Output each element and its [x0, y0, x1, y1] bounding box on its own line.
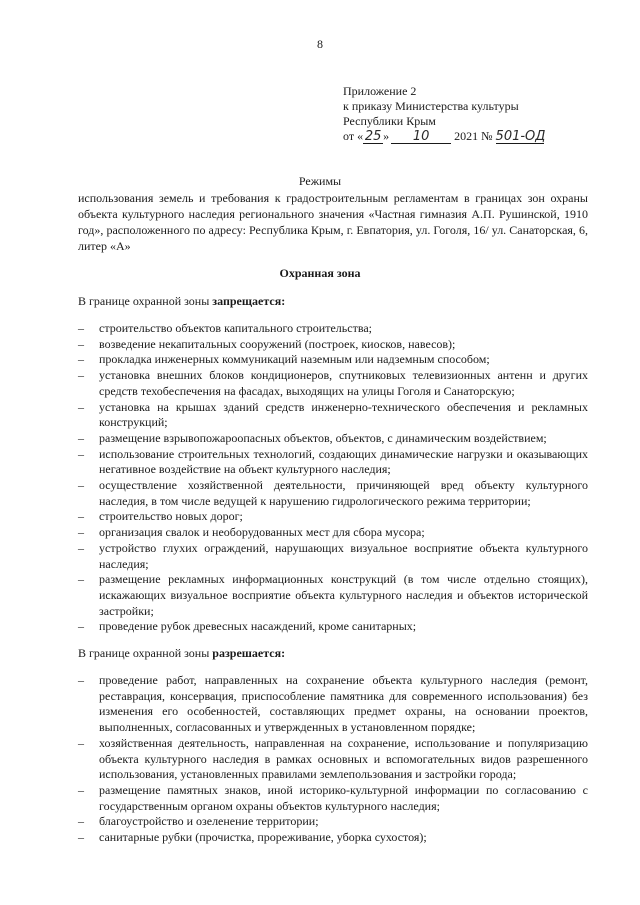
appendix-order-line: к приказу Министерства культуры [343, 99, 519, 113]
list-item: – возведение некапитальных сооружений (построек, киосков, навесов); [78, 337, 588, 353]
permitted-list [78, 673, 588, 846]
order-number: 501-ОД [495, 129, 546, 144]
document-title: Режимы [298, 174, 342, 188]
list-item: – установка внешних блоков кондиционеров, спутниковых телевизионных антенн и других средств техобеспечения на фасадах, выходящих на улицы Гоголя и Санаторскую; [78, 368, 588, 399]
list-item: – осуществление хозяйственной деятельности, причиняющей вред объекту культурного наследия, в том числе ведущей к нарушению гидрологического режима территории; [78, 478, 588, 509]
appendix-republic-line: Республики Крым [343, 114, 436, 128]
date-day: 25 [364, 129, 382, 144]
date-prefix: от « [343, 129, 364, 143]
list-item: – строительство объектов капитального строительства; [78, 321, 588, 337]
document-subtitle: использования земель и требования к градостроительным регламентам в границах зон охраны объекта культурного наследия регионального значения «Частная гимназия А.П. Рушинской, 1910 год», расположенного по адресу: Республика Крым, г. Евпатория, ул. Гоголя, 16/ ул. Санаторская, 6, литер «А» [78, 191, 588, 253]
list-item: – проведение рубок древесных насаждений, кроме санитарных; [78, 619, 588, 635]
appendix-block [343, 84, 583, 146]
list-item: – строительство новых дорог; [78, 509, 588, 525]
date-year: 2021 № [454, 129, 493, 143]
list-item: – размещение взрывопожароопасных объектов, объектов, с динамическим воздействием; [78, 431, 588, 447]
list-item: – устройство глухих ограждений, нарушающих визуальное восприятие объекта культурного наследия; [78, 541, 588, 572]
list-item: – хозяйственная деятельность, направленная на сохранение, использование и популяризацию объекта культурного наследия в рамках основных и вспомогательных видов разрешенного использования, установленных правилами землепользования и застройки города; [78, 736, 588, 783]
list-item: – установка на крышах зданий средств инженерно-технического обеспечения и рекламных конструкций; [78, 400, 588, 431]
prohibited-intro-bold: запрещается: [212, 294, 286, 308]
permitted-intro-bold: разрешается: [212, 646, 286, 660]
date-month: 10 [391, 130, 451, 144]
list-item: – размещение памятных знаков, иной историко-культурной информации по согласованию с государственным органом охраны объектов культурного наследия; [78, 783, 588, 814]
order-date-line [343, 129, 583, 146]
section-title: Охранная зона [279, 266, 361, 280]
appendix-title: Приложение 2 [343, 84, 417, 98]
permitted-intro [78, 646, 588, 661]
list-item: – санитарные рубки (прочистка, прореживание, уборка сухостоя); [78, 830, 588, 846]
prohibited-intro [78, 294, 588, 309]
date-mid: » [383, 129, 390, 143]
prohibited-intro-text: В границе охранной зоны [78, 294, 213, 308]
list-item: – размещение рекламных информационных конструкций (в том числе отдельно стоящих), искажающих визуальное восприятие объекта культурного наследия и объектов исторической застройки; [78, 572, 588, 619]
list-item: – благоустройство и озеленение территории; [78, 814, 588, 830]
list-item: – проведение работ, направленных на сохранение объекта культурного наследия (ремонт, реставрация, консервация, приспособление памятника для современного использования) без изменения его особенностей, составляющих предмет охраны, на основании проектов, выполненных, согласованных и утвержденных в установленном порядке; [78, 673, 588, 736]
list-item: – прокладка инженерных коммуникаций наземным или надземным способом; [78, 352, 588, 368]
list-item: – организация свалок и необорудованных мест для сбора мусора; [78, 525, 588, 541]
list-item: – использование строительных технологий, создающих динамические нагрузки и оказывающих негативное воздействие на объект культурного наследия; [78, 447, 588, 478]
prohibited-list [78, 321, 588, 635]
page-number: 8 [317, 37, 323, 51]
permitted-intro-text: В границе охранной зоны [78, 646, 213, 660]
